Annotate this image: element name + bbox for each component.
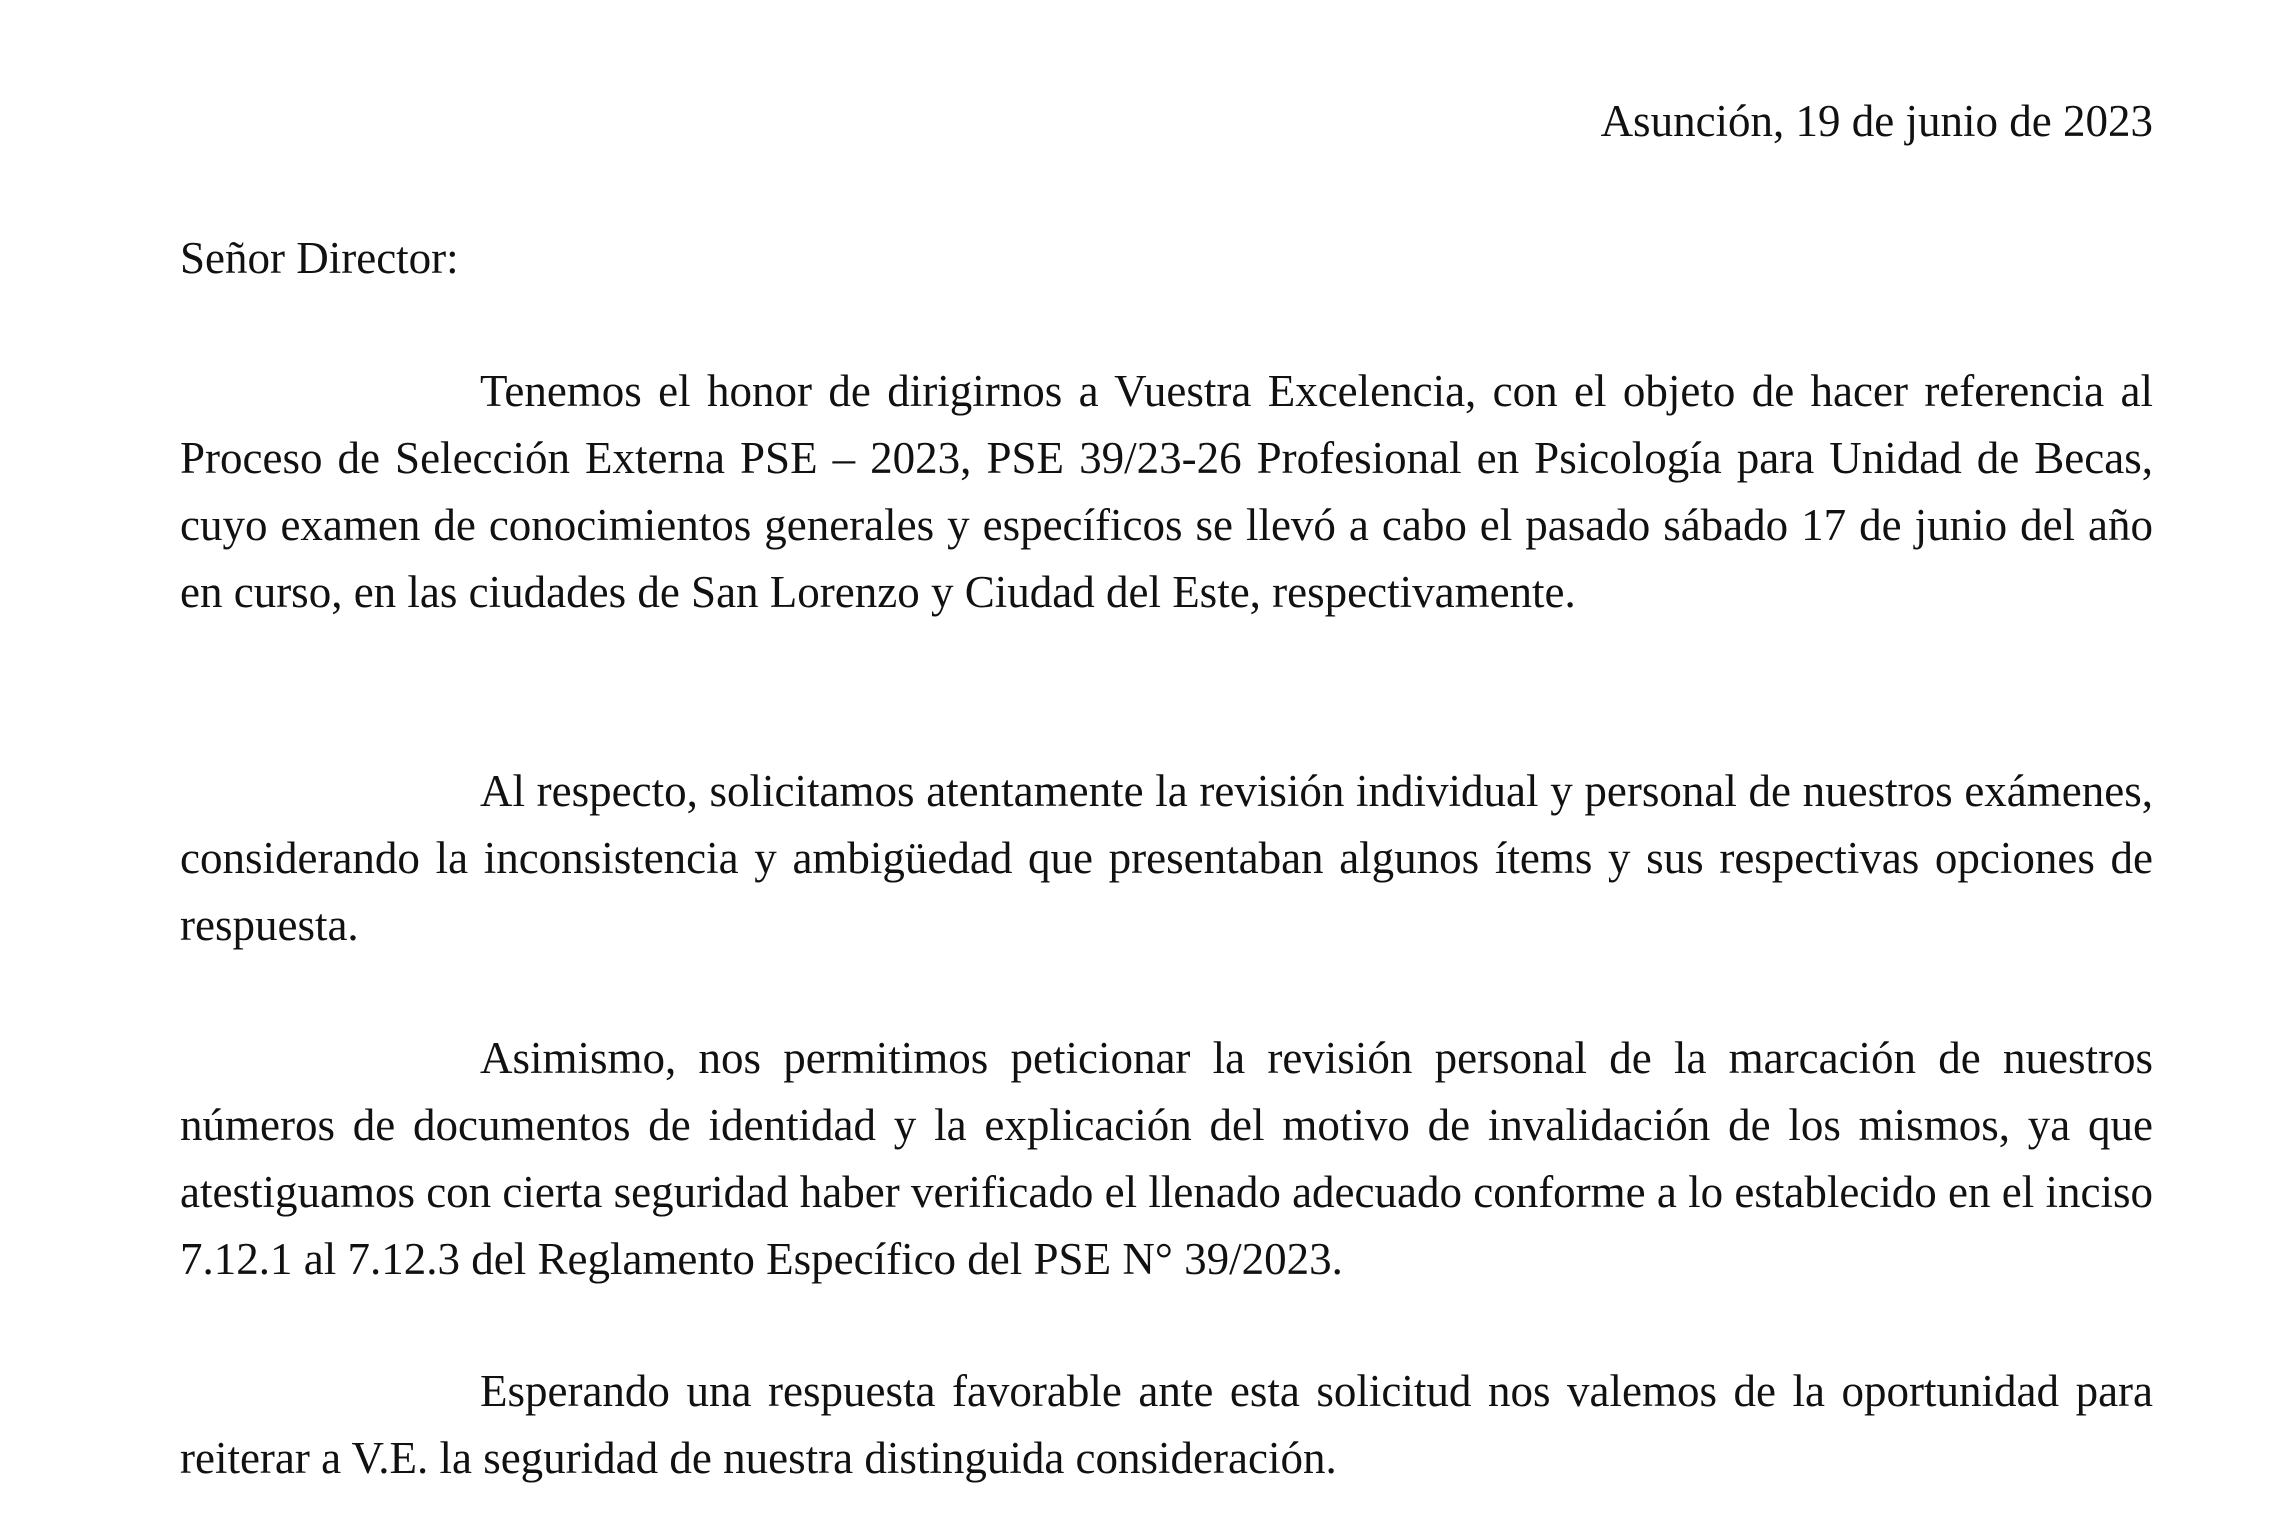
letter-paragraph-4: Esperando una respuesta favorable ante esta solicitud nos valemos de la oportunidad para reiterar a V.E. la seguridad de nuestra distinguida consideración. — [180, 1366, 2153, 1483]
letter-paragraph-2: Al respecto, solicitamos atentamente la revisión individual y personal de nuestros exámenes, considerando la inconsistencia y ambigüedad que presentaban algunos ítems y sus respectivas opciones de respuesta. — [180, 766, 2153, 950]
letter-paragraph-3: Asimismo, nos permitimos peticionar la revisión personal de la marcación de nuestros números de documentos de identidad y la explicación del motivo de invalidación de los mismos, ya que atestiguamos con cierta seguridad haber verificado el llenado adecuado conforme a lo establecido en el inciso 7.12.1 al 7.12.3 del Reglamento Específico del PSE N° 39/2023. — [180, 1033, 2153, 1284]
letter-date: Asunción, 19 de junio de 2023 — [1600, 96, 2153, 146]
letter-paragraph-1: Tenemos el honor de dirigirnos a Vuestra Excelencia, con el objeto de hacer referencia al Proceso de Selección Externa PSE – 2023, PSE 39/23-26 Profesional en Psicología para Unidad de Becas, cuyo examen de conocimientos generales y específicos se llevó a cabo el pasado sábado 17 de junio del año en curso, en las ciudades de San Lorenzo y Ciudad del Este, respectivamente. — [180, 366, 2153, 617]
letter-salutation: Señor Director: — [180, 233, 459, 283]
